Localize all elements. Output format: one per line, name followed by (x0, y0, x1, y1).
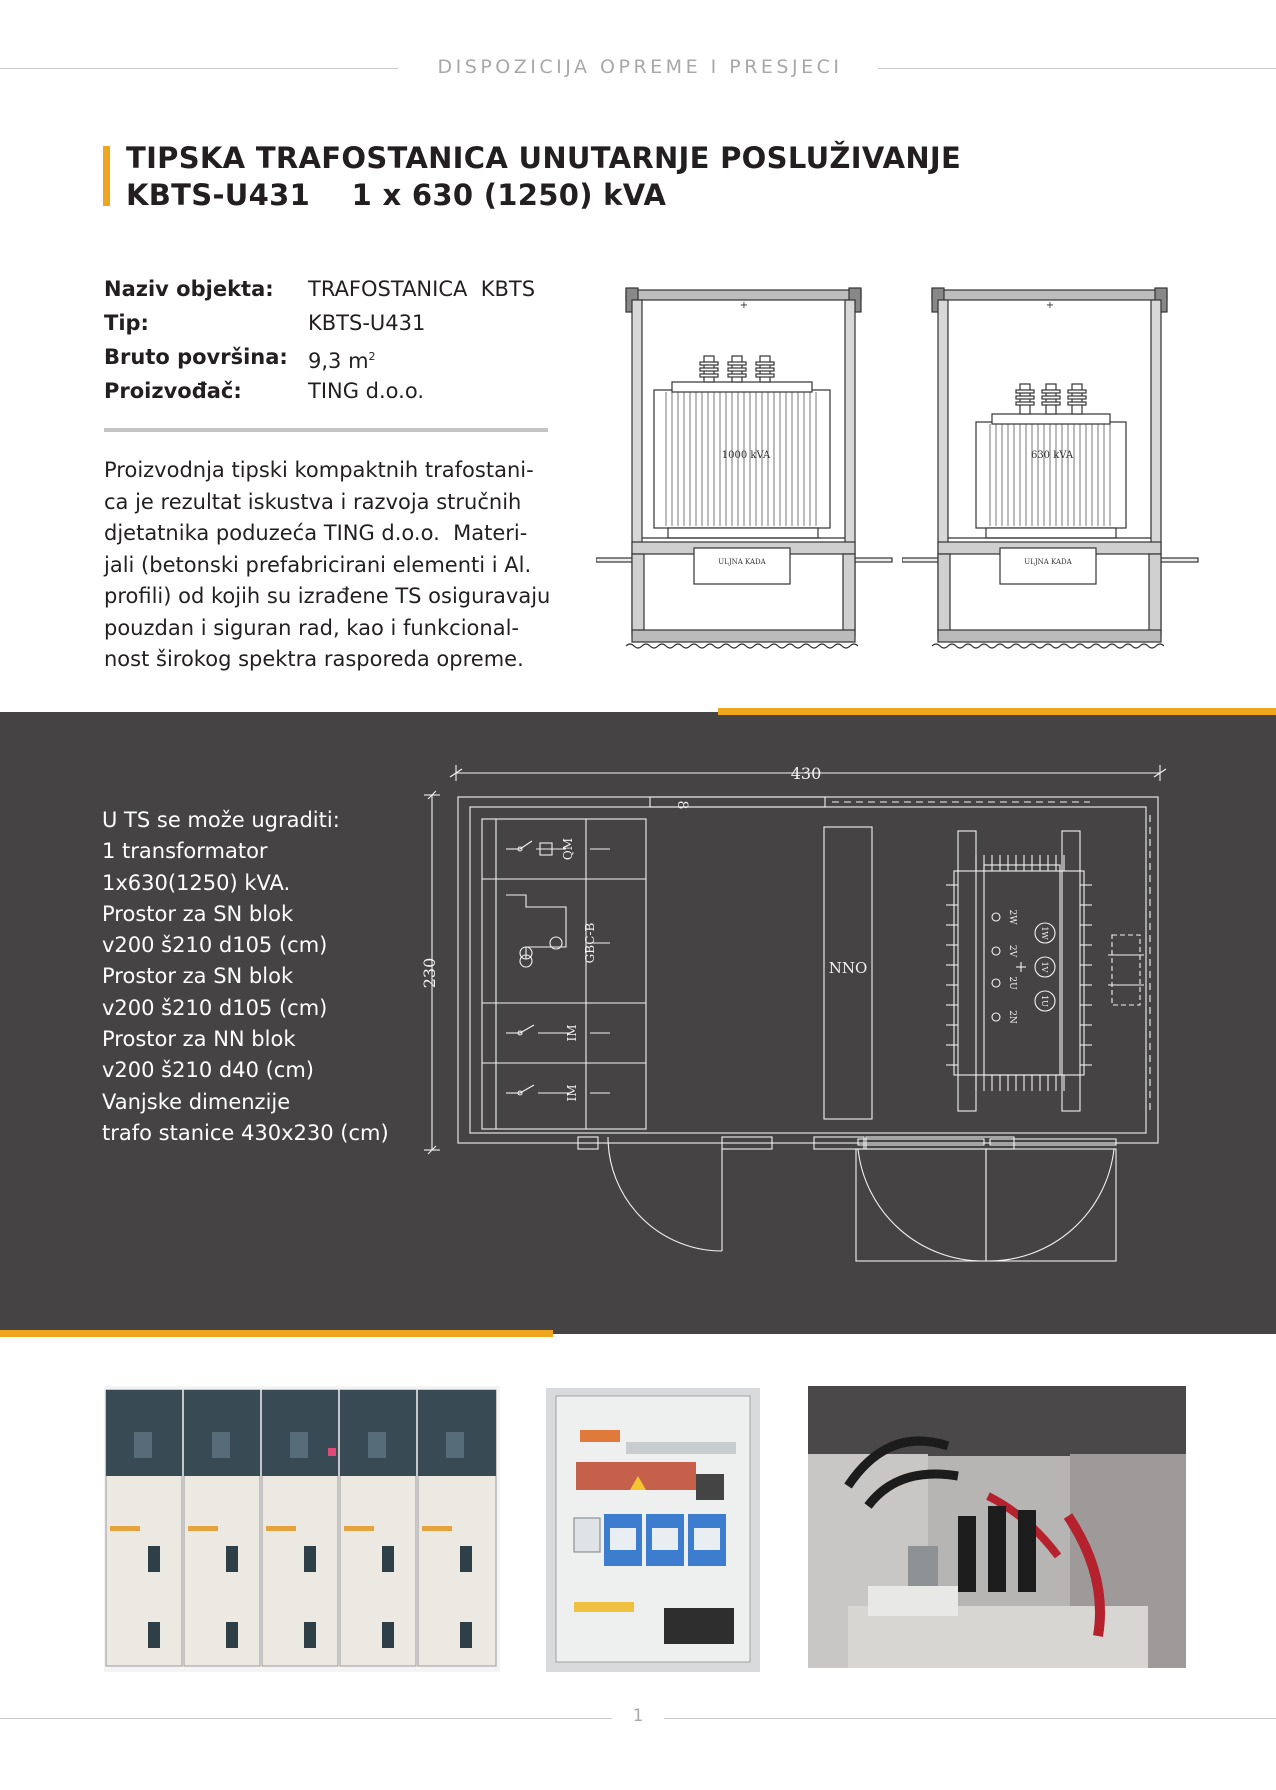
footer-rule-left (0, 1718, 612, 1719)
svg-text:+: + (739, 300, 749, 311)
spec-line: v200 š210 d105 (cm) (102, 933, 328, 958)
transformer-photo (808, 1386, 1186, 1668)
info-label: Bruto površina: (104, 345, 288, 369)
terminal-1v: 1V (1040, 961, 1049, 973)
spec-line: Prostor za SN blok (102, 964, 294, 989)
title-line-2: KBTS-U431 1 x 630 (1250) kVA (126, 178, 667, 212)
oil-tank-label: ULJNA KADA (718, 558, 766, 566)
transformer-plan-fins (946, 855, 1092, 1091)
dimension-width: 430 (790, 764, 822, 783)
title-line-1: TIPSKA TRAFOSTANICA UNUTARNJE POSLUŽIVANJE (126, 141, 962, 175)
floor-plan-drawing (410, 755, 1210, 1315)
spec-line: trafo stanice 430x230 (cm) (102, 1120, 389, 1145)
area-value: 9,3 m (308, 349, 369, 373)
spec-line: Prostor za NN blok (102, 1027, 296, 1052)
terminal-2n: 2N (1007, 1010, 1017, 1024)
info-value-area (308, 340, 376, 378)
spec-line: Prostor za SN blok (102, 901, 294, 926)
description-line: Proizvodnja tipski kompaktnih trafostani- (104, 458, 534, 482)
description-line: jali (betonski prefabricirani elementi i Al. (104, 552, 532, 577)
spec-line: U TS se može ugraditi: (102, 808, 340, 832)
dimension-height: 230 (420, 957, 439, 989)
info-label: Naziv objekta: (104, 277, 274, 301)
footer-rule-right (664, 1718, 1276, 1719)
info-label: Proizvođač: (104, 379, 242, 403)
page-title (126, 140, 961, 214)
spec-line: 1 transformator (102, 839, 268, 864)
cross-section-1000kva (596, 280, 896, 660)
area-unit-exponent: 2 (368, 350, 376, 363)
page-number: 1 (632, 1706, 644, 1726)
terminal-2w: 2W (1007, 909, 1017, 925)
accent-bar-bottom (0, 1330, 553, 1337)
svg-text:+: + (1045, 300, 1055, 311)
description-line: pouzdan i siguran rad, kao i funkcional- (104, 615, 519, 640)
header-rule-right (878, 68, 1276, 69)
description-line: ca je rezultat iskustva i razvoja stručnih (104, 489, 522, 514)
description-line: nost širokog spektra rasporeda opreme. (104, 647, 524, 671)
terminal-2u: 2U (1007, 976, 1017, 990)
dimension-wall: 8 (674, 800, 690, 810)
transformer-fins-2 (990, 424, 1110, 526)
terminal-1u: 1U (1040, 995, 1049, 1007)
title-accent-bar (103, 146, 110, 206)
transformer-rating-label: 630 kVA (1030, 450, 1074, 461)
info-separator (104, 428, 548, 432)
section-header: DISPOZICIJA OPREME I PRESJECI (437, 56, 843, 78)
header-rule-left (0, 68, 398, 69)
lv-cabinet-photo (546, 1388, 760, 1672)
switchgear-cabinets (106, 1390, 496, 1666)
info-value: KBTS-U431 (308, 311, 426, 335)
accent-bar-top (718, 708, 1276, 715)
description-line: profili) od kojih su izrađene TS osiguravaju (104, 584, 551, 608)
oil-tank-label: ULJNA KADA (1024, 558, 1072, 566)
terminal-1w: 1W (1040, 926, 1049, 940)
description-line: djetatnika poduzeća TING d.o.o. Materi- (104, 521, 528, 545)
panel-gbcb-label: GBC-B (583, 922, 597, 964)
spec-line: v200 š210 d105 (cm) (102, 995, 328, 1020)
info-value: TRAFOSTANICA KBTS (308, 277, 536, 301)
cross-section-630kva (902, 280, 1202, 660)
equipment-specification (102, 805, 389, 1149)
info-label: Tip: (104, 311, 149, 335)
info-value: TING d.o.o. (308, 379, 424, 403)
panel-qm-label: QM (561, 837, 575, 861)
spec-line: Vanjske dimenzije (102, 1089, 291, 1114)
switchgear-photo (104, 1386, 500, 1672)
spec-line: 1x630(1250) kVA. (102, 870, 291, 895)
spec-line: v200 š210 d40 (cm) (102, 1058, 314, 1083)
panel-im-label: IM (565, 1024, 579, 1042)
transformer-rating-label: 1000 kVA (721, 450, 771, 461)
description (104, 455, 564, 676)
nno-label: NNO (828, 959, 868, 977)
terminal-2v: 2V (1007, 944, 1017, 958)
panel-im-label: IM (565, 1084, 579, 1102)
